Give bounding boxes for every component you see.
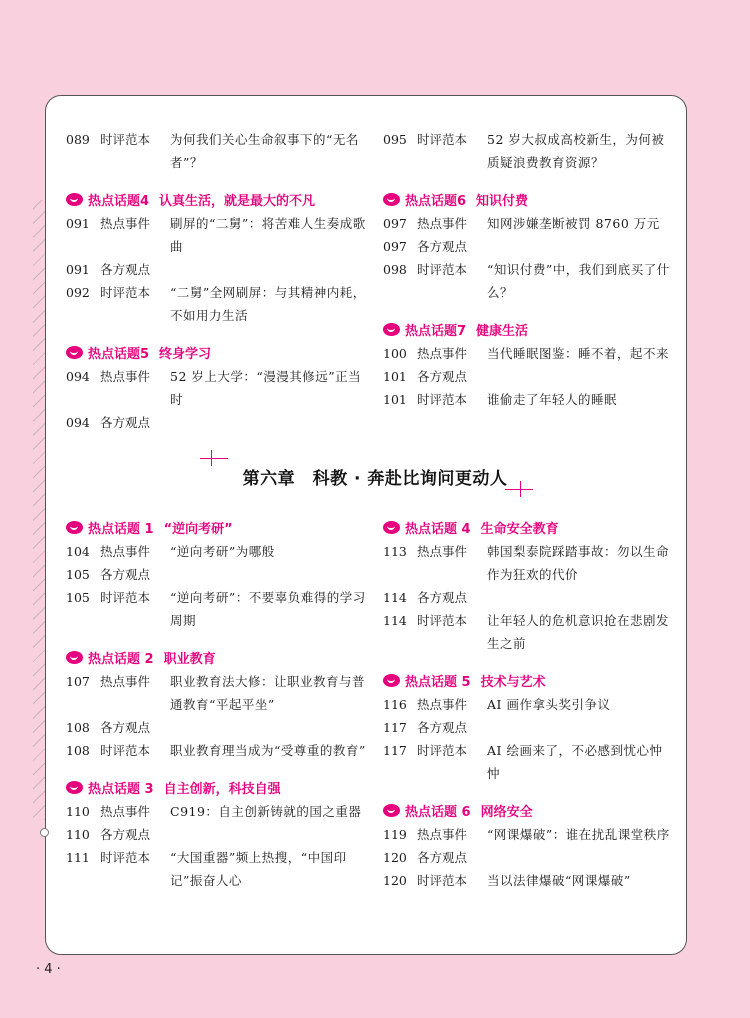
page-number-cell: 105 [66,590,90,605]
entry-type: 各方观点 [100,262,151,277]
speech-bubble-icon [66,521,83,534]
toc-entry[interactable] [66,212,366,258]
entry-title [487,365,673,388]
topic-header [66,516,366,538]
topic-badge-label: 热点话题5 [88,346,150,362]
topic-title: 职业教育 [163,651,216,667]
topic-group [66,516,366,632]
entry-type: 各方观点 [417,239,468,254]
topic-badge-label: 热点话题7 [405,323,467,339]
toc-entry[interactable] [66,411,366,434]
entry-title: AI 绘画来了，不必感到忧心忡忡 [487,743,663,781]
page-number-cell: 108 [66,720,90,735]
toc-column-upper-left [66,128,366,448]
entry-title: 52 岁大叔成高校新生，为何被质疑浪费教育资源？ [487,132,665,170]
entry-title [170,716,366,739]
topic-badge [66,648,154,667]
speech-bubble-icon [66,651,83,664]
topic-badge [383,801,471,820]
entry-title: “大国重器”频上热搜，“中国印记”振奋人心 [170,850,347,888]
entry-title: 韩国梨泰院踩踏事故：勿以生命作为狂欢的代价 [487,544,670,582]
toc-entry[interactable] [383,846,673,869]
topic-badge-label: 热点话题 4 [405,521,471,537]
toc-entry[interactable] [383,365,673,388]
entry-type: 时评范本 [417,613,468,628]
topic-title: “逆向考研” [163,521,233,537]
entry-type: 热点事件 [417,827,468,842]
entry-title: 让年轻人的危机意识抢在悲剧发生之前 [487,613,670,651]
page-number-cell: 120 [383,873,407,888]
topic-group [66,128,366,174]
page-number-cell: 100 [383,346,407,361]
speech-bubble-icon [383,193,400,206]
toc-entry[interactable] [66,823,366,846]
entry-title [170,411,366,434]
page-number-cell: 107 [66,674,90,689]
topic-badge-label: 热点话题6 [405,193,467,209]
topic-badge [383,320,466,339]
speech-bubble-icon [66,346,83,359]
toc-entry[interactable] [383,235,673,258]
toc-entry[interactable] [383,342,673,365]
entry-type: 热点事件 [100,804,151,819]
toc-entry[interactable] [66,258,366,281]
topic-title: 知识付费 [476,193,529,209]
topic-header [66,188,366,210]
topic-badge [383,518,471,537]
toc-entry[interactable] [66,128,366,174]
toc-column-lower-left [66,516,366,906]
page-number-cell: 104 [66,544,90,559]
entry-type: 时评范本 [417,873,468,888]
topic-header [383,516,673,538]
entry-title: “逆向考研”为哪般 [170,544,275,559]
entry-title [487,235,673,258]
page-number: · 4 · [36,962,61,977]
entry-title: 职业教育理当成为“受尊重的教育” [170,743,366,758]
topic-group [66,341,366,434]
topic-badge-label: 热点话题 6 [405,804,471,820]
entry-type: 时评范本 [100,743,151,758]
entry-type: 时评范本 [417,262,468,277]
toc-entry[interactable] [66,563,366,586]
toc-column-upper-right [383,128,673,425]
topic-title: 认真生活，就是最大的不凡 [159,193,316,209]
toc-entry[interactable] [383,716,673,739]
entry-type: 各方观点 [417,590,468,605]
page-number-cell: 110 [66,827,90,842]
page-number-cell: 097 [383,239,407,254]
toc-entry[interactable] [66,739,366,762]
entry-type: 各方观点 [417,369,468,384]
page-number-cell: 101 [383,392,407,407]
toc-entry[interactable] [383,609,673,655]
page-number-cell: 114 [383,590,407,605]
topic-group [383,188,673,304]
entry-type: 时评范本 [100,132,151,147]
toc-entry[interactable] [383,586,673,609]
page-number-cell: 117 [383,720,407,735]
entry-title: “知识付费”中，我们到底买了什么？ [487,262,670,300]
topic-badge [383,190,466,209]
topic-badge-label: 热点话题 5 [405,674,471,690]
entry-type: 时评范本 [100,285,151,300]
topic-badge-label: 热点话题 2 [88,651,154,667]
page-number-cell: 116 [383,697,407,712]
entry-title: 谁偷走了年轻人的睡眠 [487,392,618,407]
entry-type: 热点事件 [100,216,151,231]
chapter-ornament-right [505,489,533,490]
page-number-cell: 119 [383,827,407,842]
toc-entry[interactable] [66,670,366,716]
topic-group [383,799,673,892]
toc-entry[interactable] [383,128,673,174]
chapter-title: 第六章 科教 · 奔赴比询问更动人 [242,469,508,489]
page-number-cell: 092 [66,285,90,300]
page-number-cell: 117 [383,743,407,758]
entry-title: 知网涉嫌垄断被罚 8760 万元 [487,216,660,231]
page-number-cell: 095 [383,132,407,147]
topic-group [66,188,366,327]
topic-header [66,776,366,798]
page-number-cell: 094 [66,369,90,384]
entry-title: AI 画作拿头奖引争议 [487,697,611,712]
topic-group [66,646,366,762]
entry-title: “网课爆破”：谁在扰乱课堂秩序 [487,827,670,842]
entry-type: 各方观点 [100,415,151,430]
topic-header [66,646,366,668]
entry-type: 时评范本 [100,590,151,605]
speech-bubble-icon [383,323,400,336]
entry-type: 热点事件 [100,674,151,689]
topic-header [383,188,673,210]
decorative-stripes [33,200,45,820]
page-number-cell: 094 [66,415,90,430]
entry-type: 热点事件 [417,544,468,559]
entry-title [170,823,366,846]
topic-badge-label: 热点话题 1 [88,521,154,537]
topic-group [383,128,673,174]
speech-bubble-icon [66,781,83,794]
entry-title [170,258,366,281]
entry-title: C919：自主创新铸就的国之重器 [170,804,362,819]
topic-group [383,318,673,411]
topic-title: 终身学习 [159,346,212,362]
entry-title: 职业教育法大修：让职业教育与普通教育“平起平坐” [170,674,366,712]
toc-entry[interactable] [66,800,366,823]
entry-type: 时评范本 [100,850,151,865]
page-number-cell: 091 [66,216,90,231]
topic-title: 健康生活 [476,323,529,339]
entry-type: 各方观点 [100,827,151,842]
entry-type: 各方观点 [417,850,468,865]
topic-header [383,799,673,821]
topic-header [66,341,366,363]
toc-column-lower-right [383,516,673,906]
topic-badge [383,671,471,690]
entry-title [487,586,673,609]
entry-title: 当代睡眠图鉴：睡不着，起不来 [487,346,670,361]
topic-badge-label: 热点话题4 [88,193,150,209]
speech-bubble-icon [66,193,83,206]
toc-entry[interactable] [66,281,366,327]
toc-entry[interactable] [383,388,673,411]
entry-title: 为何我们关心生命叙事下的“无名者”？ [170,132,359,170]
entry-title: “逆向考研”：不要辜负难得的学习周期 [170,590,366,628]
entry-type: 时评范本 [417,392,468,407]
entry-type: 热点事件 [417,346,468,361]
toc-entry[interactable] [66,586,366,632]
entry-type: 时评范本 [417,743,468,758]
entry-type: 各方观点 [100,567,151,582]
entry-type: 各方观点 [417,720,468,735]
page-number-cell: 110 [66,804,90,819]
topic-title: 技术与艺术 [480,674,546,690]
entry-title [170,563,366,586]
topic-title: 自主创新，科技自强 [163,781,281,797]
toc-entry[interactable] [383,258,673,304]
topic-title: 网络安全 [480,804,533,820]
toc-entry[interactable] [66,846,366,892]
toc-entry[interactable] [66,365,366,411]
chapter-ornament-right-cross [520,481,521,497]
topic-group [383,516,673,655]
entry-title: 52 岁上大学：“漫漫其修远”正当时 [170,369,362,407]
toc-entry[interactable] [383,869,673,892]
speech-bubble-icon [383,804,400,817]
topic-badge [66,778,154,797]
topic-group [66,776,366,892]
toc-entry[interactable] [383,823,673,846]
topic-badge-label: 热点话题 3 [88,781,154,797]
entry-title [487,716,673,739]
entry-type: 热点事件 [417,216,468,231]
toc-entry[interactable] [383,739,673,785]
page-number-cell: 098 [383,262,407,277]
entry-type: 热点事件 [100,369,151,384]
entry-type: 热点事件 [100,544,151,559]
toc-entry[interactable] [66,716,366,739]
entry-type: 时评范本 [417,132,468,147]
page-number-cell: 091 [66,262,90,277]
toc-entry[interactable] [66,540,366,563]
speech-bubble-icon [383,521,400,534]
entry-type: 热点事件 [417,697,468,712]
page-number-cell: 097 [383,216,407,231]
topic-title: 生命安全教育 [480,521,559,537]
entry-type: 各方观点 [100,720,151,735]
page-number-cell: 105 [66,567,90,582]
page-number-cell: 114 [383,613,407,628]
toc-entry[interactable] [383,540,673,586]
toc-entry[interactable] [383,693,673,716]
page-number-cell: 120 [383,850,407,865]
topic-group [383,669,673,785]
entry-title [487,846,673,869]
entry-title: “二舅”全网刷屏：与其精神内耗，不如用力生活 [170,285,366,323]
page-number-cell: 101 [383,369,407,384]
topic-header [383,669,673,691]
decorative-dot [40,828,49,837]
chapter-ornament-left [200,458,228,459]
page-number-cell: 108 [66,743,90,758]
topic-badge [66,518,154,537]
page-number-cell: 113 [383,544,407,559]
entry-title: 刷屏的“二舅”：将苦难人生奏成歌曲 [170,216,366,254]
topic-badge [66,190,149,209]
topic-header [383,318,673,340]
topic-badge [66,343,149,362]
page-number-cell: 089 [66,132,90,147]
toc-entry[interactable] [383,212,673,235]
speech-bubble-icon [383,674,400,687]
entry-title: 当以法律爆破“网课爆破” [487,873,631,888]
page-number-cell: 111 [66,850,90,865]
